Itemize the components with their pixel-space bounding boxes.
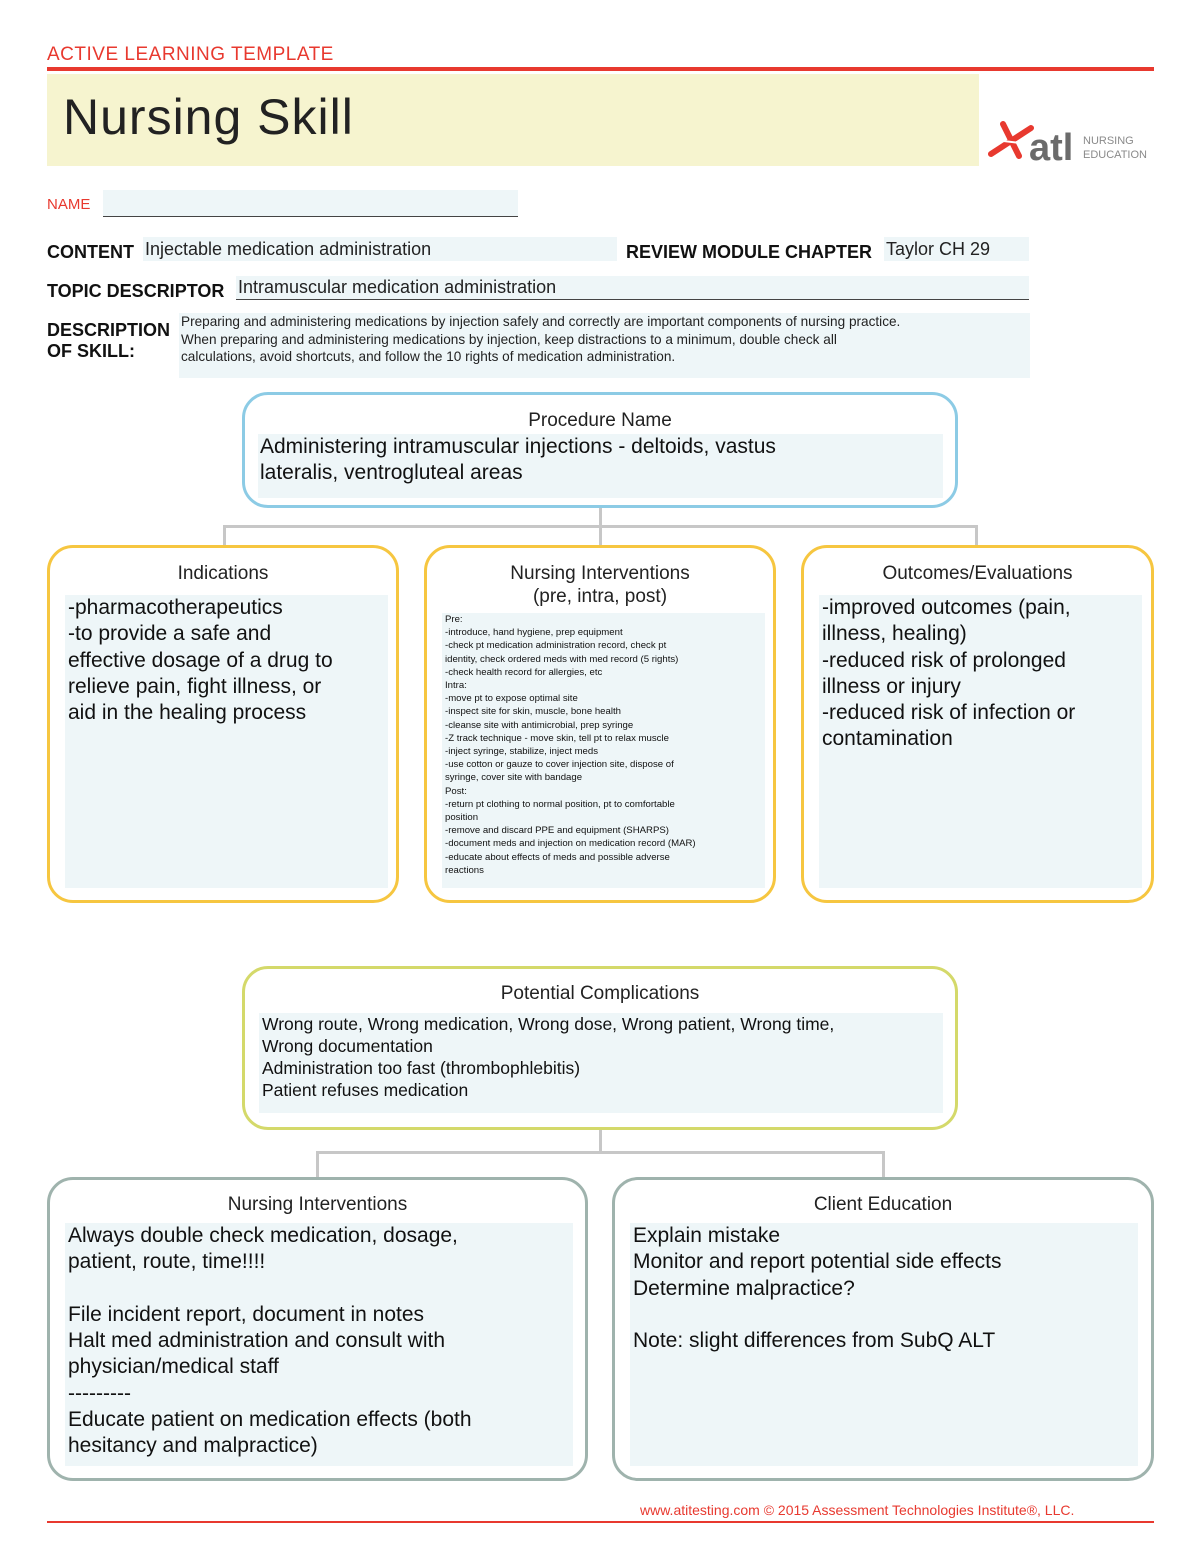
chapter-label: REVIEW MODULE CHAPTER	[626, 242, 873, 262]
client-education-line: Explain mistake	[633, 1224, 781, 1247]
logo-line2: EDUCATION	[1083, 149, 1147, 161]
logo-mark: atl	[1029, 127, 1074, 168]
procedure-line: lateralis, ventrogluteal areas	[260, 461, 523, 485]
complications-title: Potential Complications	[500, 983, 700, 1004]
description-line: Preparing and administering medications by injection safely and correctly are important components of nursing practice.	[181, 314, 901, 329]
procedure-title: Procedure Name	[528, 410, 672, 431]
procedure-box	[242, 392, 958, 508]
interventions-bottom-line: ---------	[68, 1381, 131, 1405]
name-label: NAME	[47, 196, 91, 213]
name-field[interactable]	[103, 190, 518, 217]
connector	[316, 1151, 319, 1178]
interventions-line: -cleanse site with antimicrobial, prep syringe	[445, 719, 634, 731]
ati-logo	[985, 110, 1157, 168]
interventions-line: -remove and discard PPE and equipment (SHARPS)	[445, 825, 669, 837]
interventions-bottom-line: hesitancy and malpractice)	[68, 1434, 318, 1458]
interventions-title: Nursing Interventions	[510, 563, 690, 584]
interventions-bottom-line: Educate patient on medication effects (both	[68, 1408, 472, 1432]
description-label-line: DESCRIPTION	[47, 320, 171, 340]
outcomes-box	[801, 545, 1154, 903]
client-education-box	[612, 1177, 1154, 1481]
description-field[interactable]	[179, 313, 1030, 378]
interventions-line: -Z track technique - move skin, tell pt to relax muscle	[445, 732, 669, 744]
indications-line: aid in the healing process	[68, 701, 307, 725]
client-education-title: Client Education	[813, 1194, 953, 1215]
procedure-line: Administering intramuscular injections - deltoids, vastus	[260, 435, 776, 458]
complications-line: Wrong route, Wrong medication, Wrong dose, Wrong patient, Wrong time,	[262, 1014, 835, 1034]
interventions-bottom-line: physician/medical staff	[68, 1355, 279, 1379]
client-education-line: Monitor and report potential side effects	[633, 1250, 1002, 1274]
interventions-line: -inject syringe, stabilize, inject meds	[445, 746, 599, 758]
interventions-bottom-line	[68, 1276, 573, 1302]
outcomes-field[interactable]	[819, 595, 1142, 888]
outcomes-line: illness or injury	[822, 674, 961, 698]
content-field[interactable]: Injectable medication administration	[143, 237, 617, 261]
procedure-field[interactable]	[258, 434, 943, 498]
indications-field[interactable]	[65, 595, 388, 888]
connector	[975, 525, 978, 546]
interventions-line: -use cotton or gauze to cover injection site, dispose of	[445, 759, 674, 771]
client-education-line: Determine malpractice?	[633, 1276, 855, 1300]
client-education-field[interactable]	[630, 1223, 1138, 1466]
interventions-line: -inspect site for skin, muscle, bone health	[445, 706, 621, 718]
description-label-line: OF SKILL:	[47, 341, 135, 361]
interventions-line: -return pt clothing to normal position, pt to comfortable	[445, 798, 675, 810]
outcomes-line: illness, healing)	[822, 622, 967, 646]
client-education-line: Note: slight differences from SubQ ALT	[633, 1329, 996, 1353]
interventions-line: -move pt to expose optimal site	[445, 693, 578, 705]
footer-text: www.atitesting.com © 2015 Assessment Technologies Institute®, LLC.	[640, 1502, 1075, 1518]
interventions-line: Pre:	[445, 614, 463, 625]
logo-line1: NURSING	[1083, 135, 1134, 147]
description-label	[47, 320, 177, 362]
interventions-subtitle: (pre, intra, post)	[532, 586, 668, 607]
interventions-field[interactable]	[442, 613, 765, 888]
interventions-line: syringe, cover site with bandage	[445, 772, 583, 784]
interventions-bottom-box	[47, 1177, 588, 1481]
description-line: When preparing and administering medications by injection, keep distractions to a minimum, double check all	[181, 331, 837, 347]
outcomes-line: -reduced risk of prolonged	[822, 648, 1066, 672]
complications-line: Administration too fast (thrombophlebitis)	[262, 1058, 581, 1078]
complications-line: Patient refuses medication	[262, 1080, 469, 1100]
content-label: CONTENT	[47, 242, 134, 262]
connector	[599, 525, 602, 546]
interventions-line: -check pt medication administration record, check pt	[445, 640, 667, 652]
chapter-field[interactable]: Taylor CH 29	[884, 237, 1029, 261]
connector	[882, 1151, 885, 1178]
complications-box	[242, 966, 958, 1130]
interventions-line: reactions	[445, 864, 484, 876]
complications-line: Wrong documentation	[262, 1036, 433, 1056]
topic-field[interactable]: Intramuscular medication administration	[236, 276, 1029, 300]
connector	[599, 1128, 602, 1152]
page-title: Nursing Skill	[63, 89, 354, 145]
interventions-bottom-title: Nursing Interventions	[227, 1194, 408, 1215]
interventions-line: -document meds and injection on medication record (MAR)	[445, 838, 696, 850]
indications-line: effective dosage of a drug to	[68, 648, 333, 672]
connector	[316, 1151, 885, 1154]
outcomes-title: Outcomes/Evaluations	[882, 563, 1073, 584]
interventions-line: -introduce, hand hygiene, prep equipment	[445, 627, 623, 639]
interventions-bottom-line: patient, route, time!!!!	[68, 1250, 266, 1274]
bottom-rule	[47, 1521, 1154, 1523]
logo-cross-icon	[991, 124, 1031, 156]
topic-label: TOPIC DESCRIPTOR	[47, 281, 225, 301]
indications-line: -to provide a safe and	[68, 622, 272, 646]
interventions-line: identity, check ordered meds with med record (5 rights)	[445, 653, 679, 665]
connector	[223, 525, 226, 546]
description-line: calculations, avoid shortcuts, and follow the 10 rights of medication administration.	[181, 349, 676, 364]
interventions-bottom-field[interactable]	[65, 1223, 573, 1466]
interventions-line: -check health record for allergies, etc	[445, 666, 603, 678]
outcomes-line: -reduced risk of infection or	[822, 701, 1076, 725]
indications-box	[47, 545, 399, 903]
interventions-bottom-line: File incident report, document in notes	[68, 1302, 425, 1326]
interventions-line: position	[445, 812, 479, 824]
client-education-line	[633, 1302, 1138, 1328]
interventions-line: Post:	[445, 785, 467, 797]
indications-title: Indications	[177, 563, 269, 584]
indications-line: relieve pain, fight illness, or	[68, 674, 322, 698]
outcomes-line: -improved outcomes (pain,	[822, 596, 1071, 619]
complications-field[interactable]	[259, 1013, 943, 1113]
connector	[599, 506, 602, 526]
interventions-line: Intra:	[445, 680, 467, 692]
template-label: ACTIVE LEARNING TEMPLATE	[47, 44, 334, 65]
interventions-box	[424, 545, 776, 903]
interventions-bottom-line: Always double check medication, dosage,	[68, 1224, 458, 1247]
indications-line: -pharmacotherapeutics	[68, 596, 283, 619]
interventions-line: -educate about effects of meds and possible adverse	[445, 851, 670, 863]
interventions-bottom-line: Halt med administration and consult with	[68, 1329, 446, 1353]
top-rule	[47, 67, 1154, 71]
outcomes-line: contamination	[822, 727, 953, 751]
